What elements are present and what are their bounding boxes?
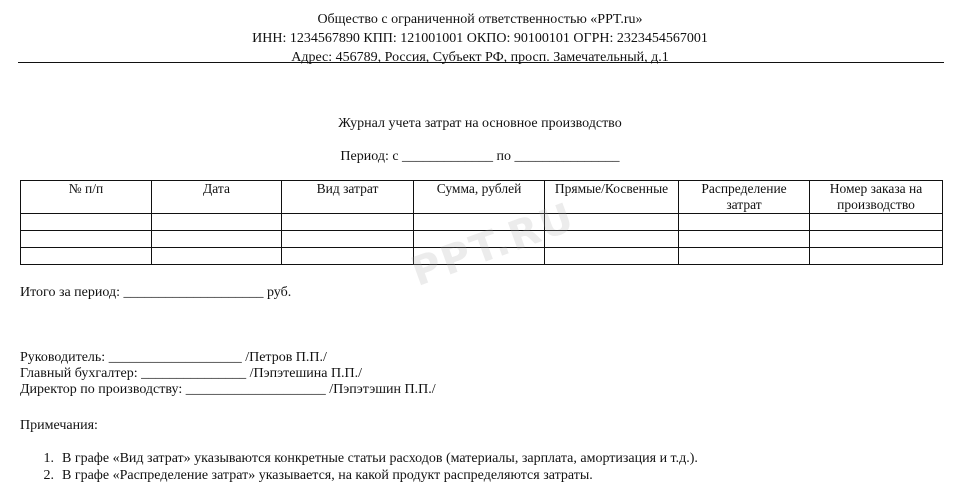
notes-list xyxy=(20,450,698,484)
signature-chief-accountant: Главный бухгалтер: _______________ /Пэпэтешина П.П./ xyxy=(20,366,363,381)
period-total-line: Итого за период: ____________________ руб. xyxy=(20,285,292,300)
table-cell xyxy=(282,231,414,248)
col-header-amount: Сумма, рублей xyxy=(414,181,545,214)
table-cell xyxy=(152,231,282,248)
table-cell xyxy=(679,231,810,248)
list-item xyxy=(20,450,698,467)
signature-production-director: Директор по производству: ____________________ /Пэпэтэшин П.П./ xyxy=(20,382,436,397)
list-item xyxy=(20,467,698,484)
table-cell xyxy=(282,214,414,231)
table-cell xyxy=(21,248,152,265)
note-text: В графе «Распределение затрат» указывается, на какой продукт распределяются затраты. xyxy=(62,468,593,483)
notes-title: Примечания: xyxy=(20,418,98,433)
table-cell xyxy=(679,248,810,265)
table-cell xyxy=(679,214,810,231)
table-cell xyxy=(545,248,679,265)
company-requisites: ИНН: 1234567890 КПП: 121001001 ОКПО: 90100101 ОГРН: 2323454567001 xyxy=(252,31,708,46)
table-cell xyxy=(21,214,152,231)
table-cell xyxy=(810,231,943,248)
document-title: Журнал учета затрат на основное производство xyxy=(338,116,622,131)
company-address: Адрес: 456789, Россия, Субъект РФ, просп. Замечательный, д.1 xyxy=(291,50,669,65)
watermark: PPT.RU xyxy=(405,194,582,296)
table-cell xyxy=(152,248,282,265)
col-header-direct-indirect: Прямые/Косвенные xyxy=(545,181,679,214)
table-cell xyxy=(810,248,943,265)
header-divider xyxy=(18,62,944,63)
table-cell xyxy=(282,248,414,265)
note-number: 2. xyxy=(43,468,54,483)
col-header-number: № п/п xyxy=(21,181,152,214)
company-name: Общество с ограниченной ответственностью «PPT.ru» xyxy=(317,12,643,27)
table-cell xyxy=(810,214,943,231)
table-cell xyxy=(152,214,282,231)
note-number: 1. xyxy=(43,451,54,466)
note-text: В графе «Вид затрат» указываются конкретные статьи расходов (материалы, зарплата, амортизация и т.д.). xyxy=(62,451,698,466)
col-header-order-number: Номер заказа на производство xyxy=(810,181,943,214)
col-header-cost-type: Вид затрат xyxy=(282,181,414,214)
table-cell xyxy=(21,231,152,248)
col-header-date: Дата xyxy=(152,181,282,214)
period-line: Период: с _____________ по _______________ xyxy=(340,149,620,164)
signatures-block xyxy=(20,350,436,398)
company-header xyxy=(0,10,960,67)
signature-head: Руководитель: ___________________ /Петров П.П./ xyxy=(20,350,327,365)
col-header-distribution: Распределение затрат xyxy=(679,181,810,214)
table-header-row xyxy=(21,181,943,214)
